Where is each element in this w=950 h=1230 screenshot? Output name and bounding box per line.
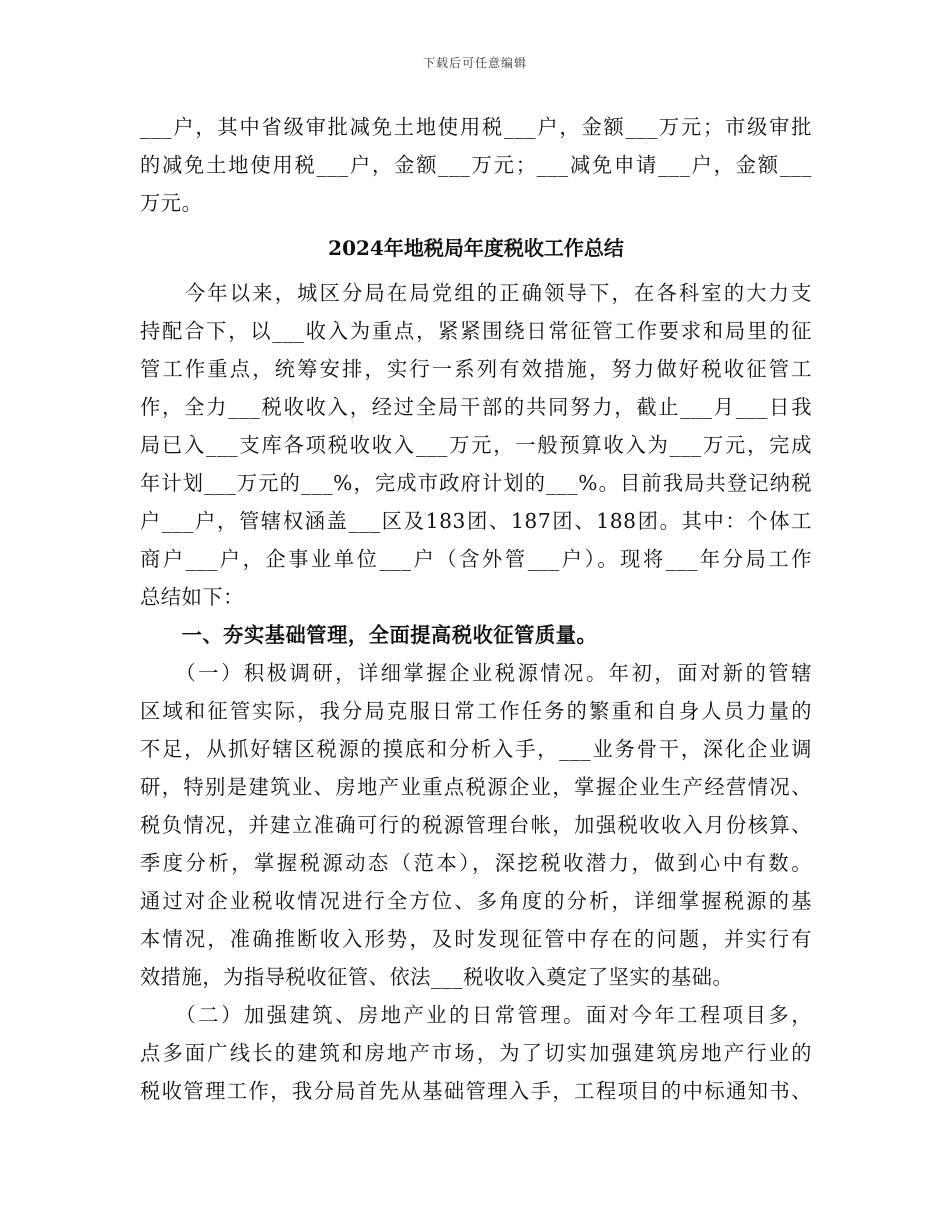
paragraph-line: 季度分析，掌握税源动态（范本），深挖税收潜力，做到心中有数。: [140, 851, 812, 875]
paragraph-line: ___户，其中省级审批减免土地使用税___户，金额___万元；市级审批: [140, 115, 812, 139]
paragraph-line: 通过对企业税收情况进行全方位、多角度的分析，详细掌握税源的基: [140, 889, 812, 913]
paragraph-line: 税收管理工作，我分局首先从基础管理入手，工程项目的中标通知书、: [140, 1079, 812, 1103]
document-body: [140, 108, 812, 1110]
paragraph-line: 局已入___支库各项税收收入___万元，一般预算收入为___万元，完成: [140, 433, 812, 457]
section-heading: 一、夯实基础管理，全面提高税收征管质量。: [140, 623, 598, 647]
paragraph-line: 点多面广线长的建筑和房地产市场，为了切实加强建筑房地产行业的: [140, 1041, 812, 1065]
paragraph-line: 总结如下：: [140, 585, 244, 609]
paragraph-line: 今年以来，城区分局在局党组的正确领导下，在各科室的大力支: [140, 281, 812, 305]
paragraph-line: 区域和征管实际，我分局克服日常工作任务的繁重和自身人员力量的: [140, 699, 812, 723]
paragraph-line: 管工作重点，统筹安排，实行一系列有效措施，努力做好税收征管工: [140, 357, 812, 381]
document-title: 2024年地税局年度税收工作总结: [328, 236, 624, 260]
paragraph-line: 不足，从抓好辖区税源的摸底和分析入手，___业务骨干，深化企业调: [140, 737, 812, 761]
paragraph-line: 持配合下，以___收入为重点，紧紧围绕日常征管工作要求和局里的征: [140, 319, 812, 343]
paragraph-line: 商户___户，企事业单位___户（含外管___户）。现将___年分局工作: [140, 547, 812, 571]
paragraph-line: 万元。: [140, 191, 203, 215]
paragraph-line: 本情况，准确推断收入形势，及时发现征管中存在的问题，并实行有: [140, 927, 812, 951]
paragraph-line: 户___户，管辖权涵盖___区及183团、187团、188团。其中：个体工: [140, 509, 812, 533]
paragraph-line: 作，全力___税收收入，经过全局干部的共同努力，截止___月___日我: [140, 395, 812, 419]
paragraph-line: （一）积极调研，详细掌握企业税源情况。年初，面对新的管辖: [140, 661, 812, 685]
paragraph-line: 效措施，为指导税收征管、依法___税收收入奠定了坚实的基础。: [140, 965, 734, 989]
page-header: 下载后可任意编辑: [422, 56, 527, 70]
paragraph-line: 研，特别是建筑业、房地产业重点税源企业，掌握企业生产经营情况、: [140, 775, 812, 799]
paragraph-line: （二）加强建筑、房地产业的日常管理。面对今年工程项目多，: [140, 1003, 812, 1027]
paragraph-line: 税负情况，并建立准确可行的税源管理台帐，加强税收收入月份核算、: [140, 813, 812, 837]
paragraph-line: 年计划___万元的___%，完成市政府计划的___%。目前我局共登记纳税: [140, 471, 812, 495]
paragraph-line: 的减免土地使用税___户，金额___万元；___减免申请___户，金额___: [140, 153, 812, 177]
